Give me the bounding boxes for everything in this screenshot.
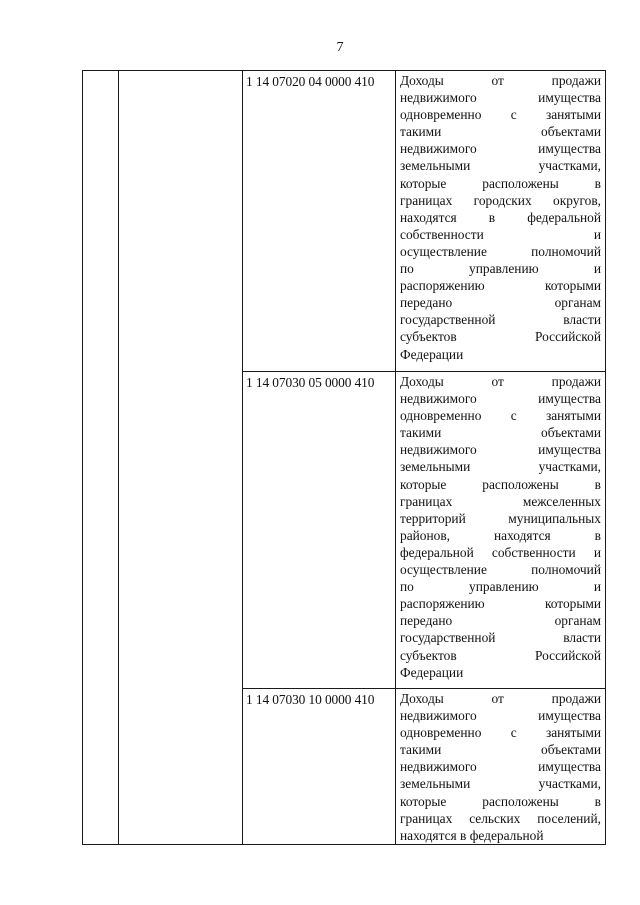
empty-cell-a xyxy=(83,71,119,845)
description-line: одновременно с занятыми xyxy=(400,107,601,123)
revenue-description xyxy=(396,372,605,681)
description-line: федеральной собственности и xyxy=(400,544,601,560)
description-line: недвижимого имущества xyxy=(400,391,601,407)
description-line: осуществление полномочий xyxy=(400,243,601,259)
code-cell xyxy=(243,71,396,372)
description-line: границах сельских поселений, xyxy=(400,810,601,826)
revenue-description xyxy=(396,71,605,363)
description-line: районов, находятся в xyxy=(400,527,601,543)
description-line: передано органам xyxy=(400,295,601,311)
description-line: территорий муниципальных xyxy=(400,510,601,526)
table-row xyxy=(83,71,606,372)
description-line: недвижимого имущества xyxy=(400,759,601,775)
description-line: субъектов Российской xyxy=(400,329,601,345)
description-line: которые расположены в xyxy=(400,476,601,492)
code-cell xyxy=(243,372,396,689)
description-line: Федерации xyxy=(400,346,464,362)
description-line: осуществление полномочий xyxy=(400,562,601,578)
revenue-code: 1 14 07020 04 0000 410 xyxy=(246,74,375,89)
revenue-code: 1 14 07030 10 0000 410 xyxy=(246,692,375,707)
page-number: 7 xyxy=(336,40,344,55)
description-line: по управлению и xyxy=(400,579,601,595)
description-line: по управлению и xyxy=(400,261,601,277)
description-line: Федерации xyxy=(400,664,464,680)
description-line: передано органам xyxy=(400,613,601,629)
description-line: недвижимого имущества xyxy=(400,90,601,106)
description-line: границах межселенных xyxy=(400,493,601,509)
description-line: одновременно с занятыми xyxy=(400,725,601,741)
description-line: земельными участками, xyxy=(400,776,601,792)
description-line: такими объектами xyxy=(400,124,601,140)
description-line: Доходы от продажи xyxy=(400,73,601,88)
description-line: государственной власти xyxy=(400,312,601,328)
description-line: земельными участками, xyxy=(400,459,601,475)
description-line: такими объектами xyxy=(400,425,601,441)
description-line: распоряжению которыми xyxy=(400,596,601,612)
description-line: границах городских округов, xyxy=(400,192,601,208)
code-cell xyxy=(243,689,396,845)
revenue-description xyxy=(396,689,605,844)
description-cell xyxy=(396,71,606,372)
description-line: находятся в федеральной xyxy=(400,209,601,225)
empty-cell-b xyxy=(119,71,243,845)
description-line: земельными участками, xyxy=(400,158,601,174)
description-line: которые расположены в xyxy=(400,793,601,809)
description-line: Доходы от продажи xyxy=(400,374,601,389)
description-line: недвижимого имущества xyxy=(400,708,601,724)
description-line: такими объектами xyxy=(400,742,601,758)
description-line: государственной власти xyxy=(400,630,601,646)
description-cell xyxy=(396,372,606,689)
description-line: Доходы от продажи xyxy=(400,691,601,706)
description-line: которые расположены в xyxy=(400,175,601,191)
description-line: недвижимого имущества xyxy=(400,442,601,458)
revenue-codes-table xyxy=(82,70,606,845)
description-line: недвижимого имущества xyxy=(400,141,601,157)
description-line: собственности и xyxy=(400,226,601,242)
revenue-code: 1 14 07030 05 0000 410 xyxy=(246,375,375,390)
description-line: субъектов Российской xyxy=(400,647,601,663)
description-line: находятся в федеральной xyxy=(400,827,544,843)
description-cell xyxy=(396,689,606,845)
description-line: распоряжению которыми xyxy=(400,278,601,294)
description-line: одновременно с занятыми xyxy=(400,408,601,424)
